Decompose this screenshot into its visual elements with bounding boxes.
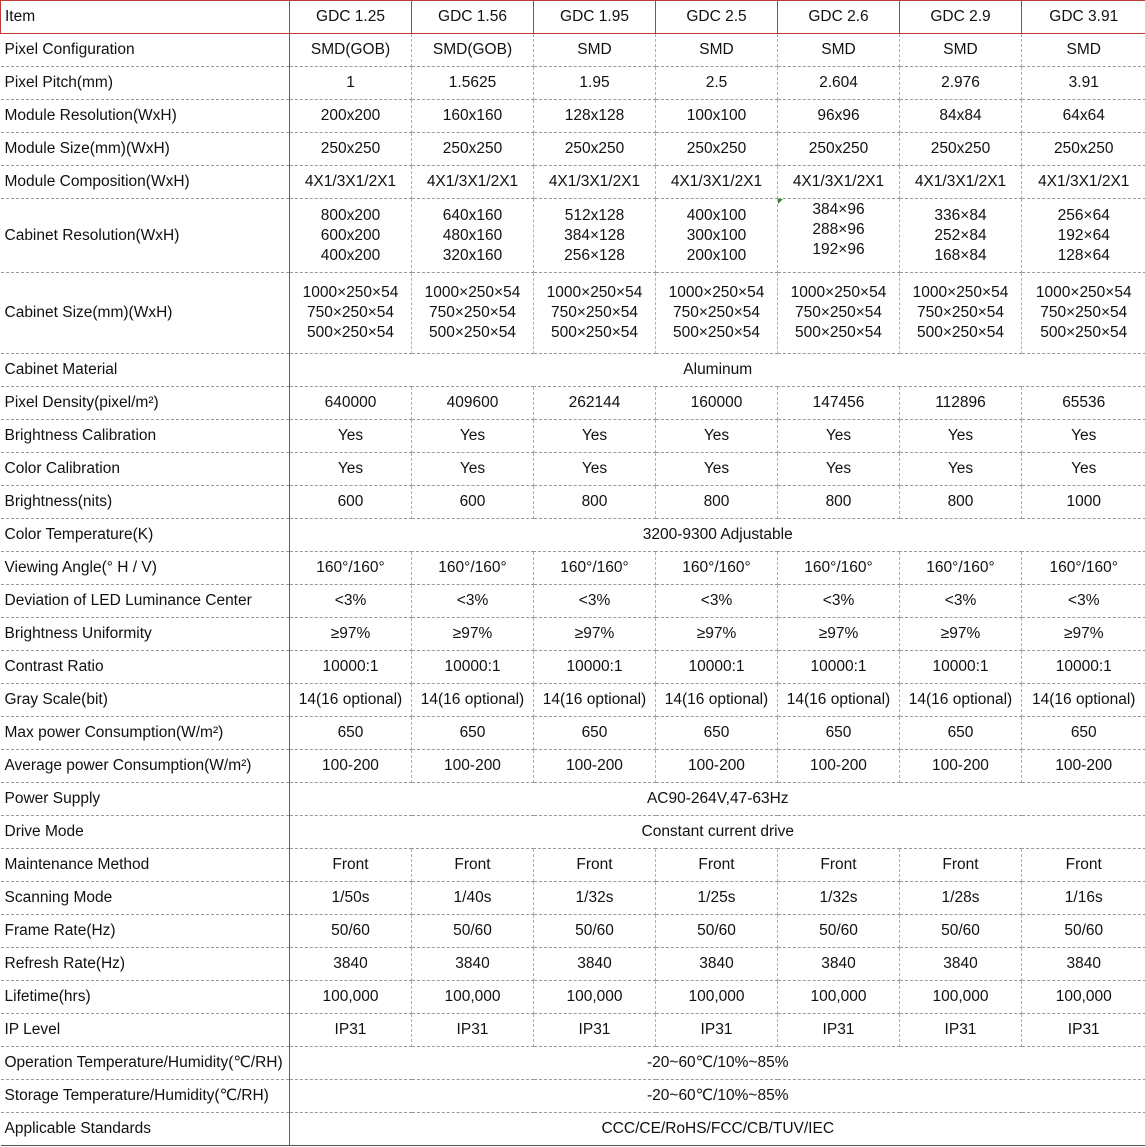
cell: Yes bbox=[656, 453, 778, 486]
cell: 409600 bbox=[412, 387, 534, 420]
cell: 3840 bbox=[534, 948, 656, 981]
row-average-power bbox=[1, 750, 1145, 783]
cell-line: 320x160 bbox=[442, 246, 503, 264]
cell: 4X1/3X1/2X1 bbox=[534, 166, 656, 199]
cell: ≥97% bbox=[534, 618, 656, 651]
cell: 14(16 optional) bbox=[656, 684, 778, 717]
row-luminance-deviation bbox=[1, 585, 1145, 618]
cell bbox=[900, 273, 1022, 354]
row-label: Color Temperature(K) bbox=[1, 519, 290, 552]
cell: ≥97% bbox=[900, 618, 1022, 651]
cell: 10000:1 bbox=[900, 651, 1022, 684]
cell: 2.604 bbox=[778, 67, 900, 100]
cell: IP31 bbox=[900, 1014, 1022, 1047]
cell: 14(16 optional) bbox=[412, 684, 534, 717]
cell-line: 1000×250×54 bbox=[668, 284, 765, 301]
cell: 50/60 bbox=[1022, 915, 1145, 948]
row-label: Maintenance Method bbox=[1, 849, 290, 882]
row-contrast-ratio bbox=[1, 651, 1145, 684]
cell bbox=[534, 273, 656, 354]
row-label: Cabinet Material bbox=[1, 354, 290, 387]
cell: ≥97% bbox=[412, 618, 534, 651]
cell-line: 750×250×54 bbox=[1040, 304, 1128, 321]
row-label: Brightness Calibration bbox=[1, 420, 290, 453]
cell: 650 bbox=[290, 717, 412, 750]
cell-line: 640x160 bbox=[442, 206, 503, 224]
cell bbox=[1022, 199, 1145, 273]
cell-line: 750×250×54 bbox=[428, 304, 517, 321]
cell: 14(16 optional) bbox=[778, 684, 900, 717]
row-label: Module Size(mm)(WxH) bbox=[1, 133, 290, 166]
merged-cell: CCC/CE/RoHS/FCC/CB/TUV/IEC bbox=[290, 1113, 1145, 1146]
row-label: IP Level bbox=[1, 1014, 290, 1047]
header-row bbox=[1, 1, 1145, 34]
cell: 1/28s bbox=[900, 882, 1022, 915]
row-frame-rate bbox=[1, 915, 1145, 948]
row-module-resolution bbox=[1, 100, 1145, 133]
cell-line: 1000×250×54 bbox=[424, 284, 521, 301]
cell-marker-icon bbox=[778, 199, 783, 204]
merged-cell: AC90-264V,47-63Hz bbox=[290, 783, 1145, 816]
cell-line: 800x200 bbox=[320, 206, 381, 224]
cell bbox=[412, 199, 534, 273]
cell: 2.5 bbox=[656, 67, 778, 100]
cell: 50/60 bbox=[656, 915, 778, 948]
row-label: Module Composition(WxH) bbox=[1, 166, 290, 199]
cell-line: 252×84 bbox=[934, 226, 987, 244]
cell: 50/60 bbox=[900, 915, 1022, 948]
cell: 3840 bbox=[290, 948, 412, 981]
cell: 650 bbox=[412, 717, 534, 750]
cell-line: 200x100 bbox=[686, 246, 747, 264]
cell: 50/60 bbox=[290, 915, 412, 948]
cell: Front bbox=[778, 849, 900, 882]
row-drive-mode bbox=[1, 816, 1145, 849]
cell bbox=[290, 199, 412, 273]
row-label: Drive Mode bbox=[1, 816, 290, 849]
cell: 4X1/3X1/2X1 bbox=[778, 166, 900, 199]
row-cabinet-material bbox=[1, 354, 1145, 387]
cell: 100-200 bbox=[412, 750, 534, 783]
cell: 10000:1 bbox=[1022, 651, 1145, 684]
cell: <3% bbox=[290, 585, 412, 618]
cell-line: 500×250×54 bbox=[1040, 324, 1128, 341]
cell: 1 bbox=[290, 67, 412, 100]
cell-line: 500×250×54 bbox=[794, 324, 883, 341]
row-label: Refresh Rate(Hz) bbox=[1, 948, 290, 981]
cell: IP31 bbox=[656, 1014, 778, 1047]
cell: 250x250 bbox=[412, 133, 534, 166]
row-label: Module Resolution(WxH) bbox=[1, 100, 290, 133]
cell-line: 400x100 bbox=[686, 206, 747, 224]
cell: 100-200 bbox=[534, 750, 656, 783]
cell: 250x250 bbox=[1022, 133, 1145, 166]
cell: 160x160 bbox=[412, 100, 534, 133]
cell bbox=[656, 199, 778, 273]
cell: 650 bbox=[656, 717, 778, 750]
row-maintenance-method bbox=[1, 849, 1145, 882]
header-item-cell: Item bbox=[1, 1, 290, 34]
cell: 100-200 bbox=[900, 750, 1022, 783]
cell: IP31 bbox=[1022, 1014, 1145, 1047]
row-pixel-pitch bbox=[1, 67, 1145, 100]
cell-line: 168×84 bbox=[934, 246, 987, 264]
cell: Yes bbox=[290, 453, 412, 486]
header-model-gdc-2-6: GDC 2.6 bbox=[778, 1, 900, 34]
cell: IP31 bbox=[778, 1014, 900, 1047]
row-module-size bbox=[1, 133, 1145, 166]
cell: Yes bbox=[412, 453, 534, 486]
cell: Yes bbox=[290, 420, 412, 453]
row-color-temperature bbox=[1, 519, 1145, 552]
row-label: Viewing Angle(° H / V) bbox=[1, 552, 290, 585]
cell: Yes bbox=[412, 420, 534, 453]
cell: 1/25s bbox=[656, 882, 778, 915]
cell-line: 336×84 bbox=[934, 206, 987, 224]
cell: 4X1/3X1/2X1 bbox=[1022, 166, 1145, 199]
cell: IP31 bbox=[534, 1014, 656, 1047]
cell: 650 bbox=[900, 717, 1022, 750]
row-label: Frame Rate(Hz) bbox=[1, 915, 290, 948]
cell: 4X1/3X1/2X1 bbox=[900, 166, 1022, 199]
cell: 84x84 bbox=[900, 100, 1022, 133]
cell: 3840 bbox=[412, 948, 534, 981]
cell: 3840 bbox=[778, 948, 900, 981]
cell: Yes bbox=[534, 420, 656, 453]
merged-cell: 3200-9300 Adjustable bbox=[290, 519, 1145, 552]
cell: 100,000 bbox=[656, 981, 778, 1014]
cell: 50/60 bbox=[778, 915, 900, 948]
cell: Yes bbox=[1022, 453, 1145, 486]
cell: 96x96 bbox=[778, 100, 900, 133]
cell: 800 bbox=[534, 486, 656, 519]
cell-line: 288×96 bbox=[812, 221, 865, 238]
cell-line: 480x160 bbox=[442, 226, 503, 244]
cell: 14(16 optional) bbox=[534, 684, 656, 717]
cell: Front bbox=[900, 849, 1022, 882]
row-label: Scanning Mode bbox=[1, 882, 290, 915]
row-gray-scale bbox=[1, 684, 1145, 717]
cell-line: 750×250×54 bbox=[672, 304, 761, 321]
row-brightness-calibration bbox=[1, 420, 1145, 453]
cell: 100-200 bbox=[778, 750, 900, 783]
cell: ≥97% bbox=[656, 618, 778, 651]
row-label: Lifetime(hrs) bbox=[1, 981, 290, 1014]
cell: SMD bbox=[534, 34, 656, 67]
row-cabinet-size bbox=[1, 273, 1145, 354]
cell: 650 bbox=[778, 717, 900, 750]
cell: 650 bbox=[1022, 717, 1145, 750]
merged-cell: -20~60℃/10%~85% bbox=[290, 1080, 1145, 1113]
row-label: Color Calibration bbox=[1, 453, 290, 486]
row-scanning-mode bbox=[1, 882, 1145, 915]
row-label: Operation Temperature/Humidity(℃/RH) bbox=[1, 1047, 290, 1080]
cell: 640000 bbox=[290, 387, 412, 420]
cell: 10000:1 bbox=[656, 651, 778, 684]
cell: 2.976 bbox=[900, 67, 1022, 100]
cell: 1/50s bbox=[290, 882, 412, 915]
row-label: Brightness(nits) bbox=[1, 486, 290, 519]
row-pixel-density bbox=[1, 387, 1145, 420]
cell: 250x250 bbox=[778, 133, 900, 166]
cell-line: 256×128 bbox=[564, 246, 625, 264]
cell: 600 bbox=[412, 486, 534, 519]
cell: ≥97% bbox=[290, 618, 412, 651]
cell: 160°/160° bbox=[778, 552, 900, 585]
merged-cell: Constant current drive bbox=[290, 816, 1145, 849]
cell-line: 192×96 bbox=[812, 241, 865, 258]
cell: 3840 bbox=[1022, 948, 1145, 981]
cell bbox=[778, 273, 900, 354]
row-viewing-angle bbox=[1, 552, 1145, 585]
row-label: Power Supply bbox=[1, 783, 290, 816]
row-pixel-configuration bbox=[1, 34, 1145, 67]
cell: 800 bbox=[656, 486, 778, 519]
cell: 10000:1 bbox=[412, 651, 534, 684]
cell: Yes bbox=[656, 420, 778, 453]
cell-line: 500×250×54 bbox=[306, 324, 395, 341]
cell: 100x100 bbox=[656, 100, 778, 133]
cell-line: 384×96 bbox=[812, 201, 865, 218]
cell bbox=[1022, 273, 1145, 354]
row-label: Storage Temperature/Humidity(℃/RH) bbox=[1, 1080, 290, 1113]
row-label: Cabinet Size(mm)(WxH) bbox=[1, 273, 290, 354]
row-module-composition bbox=[1, 166, 1145, 199]
cell: 200x200 bbox=[290, 100, 412, 133]
row-color-calibration bbox=[1, 453, 1145, 486]
cell: 250x250 bbox=[900, 133, 1022, 166]
cell: IP31 bbox=[412, 1014, 534, 1047]
cell: 100,000 bbox=[534, 981, 656, 1014]
cell: SMD(GOB) bbox=[290, 34, 412, 67]
row-brightness-uniformity bbox=[1, 618, 1145, 651]
cell bbox=[900, 199, 1022, 273]
row-cabinet-resolution bbox=[1, 199, 1145, 273]
cell-line: 1000×250×54 bbox=[1035, 284, 1132, 301]
cell: 250x250 bbox=[656, 133, 778, 166]
cell: 100,000 bbox=[900, 981, 1022, 1014]
cell: 160°/160° bbox=[534, 552, 656, 585]
cell: 800 bbox=[778, 486, 900, 519]
cell: <3% bbox=[1022, 585, 1145, 618]
cell-line: 500×250×54 bbox=[916, 324, 1005, 341]
cell-line: 192×64 bbox=[1057, 226, 1110, 244]
row-label: Applicable Standards bbox=[1, 1113, 290, 1146]
cell-line: 256×64 bbox=[1057, 206, 1110, 224]
cell: 1/40s bbox=[412, 882, 534, 915]
cell: 100,000 bbox=[778, 981, 900, 1014]
cell: 3840 bbox=[656, 948, 778, 981]
cell: 128x128 bbox=[534, 100, 656, 133]
cell: 3.91 bbox=[1022, 67, 1145, 100]
cell: 64x64 bbox=[1022, 100, 1145, 133]
cell: 160°/160° bbox=[656, 552, 778, 585]
cell-line: 500×250×54 bbox=[428, 324, 517, 341]
cell: 100,000 bbox=[1022, 981, 1145, 1014]
row-label: Deviation of LED Luminance Center bbox=[1, 585, 290, 618]
row-lifetime bbox=[1, 981, 1145, 1014]
merged-cell: Aluminum bbox=[290, 354, 1145, 387]
cell bbox=[412, 273, 534, 354]
row-label: Gray Scale(bit) bbox=[1, 684, 290, 717]
cell bbox=[778, 199, 900, 273]
cell: 600 bbox=[290, 486, 412, 519]
row-refresh-rate bbox=[1, 948, 1145, 981]
row-label: Pixel Density(pixel/m²) bbox=[1, 387, 290, 420]
cell: Yes bbox=[900, 453, 1022, 486]
cell: 1000 bbox=[1022, 486, 1145, 519]
cell: 160°/160° bbox=[290, 552, 412, 585]
cell: 4X1/3X1/2X1 bbox=[412, 166, 534, 199]
cell: 1.95 bbox=[534, 67, 656, 100]
cell-line: 400x200 bbox=[320, 246, 381, 264]
cell-line: 1000×250×54 bbox=[912, 284, 1009, 301]
cell: Yes bbox=[778, 453, 900, 486]
cell: Front bbox=[1022, 849, 1145, 882]
cell: 14(16 optional) bbox=[900, 684, 1022, 717]
row-label: Pixel Configuration bbox=[1, 34, 290, 67]
cell: Yes bbox=[534, 453, 656, 486]
cell: 100,000 bbox=[290, 981, 412, 1014]
cell: Yes bbox=[1022, 420, 1145, 453]
cell: <3% bbox=[534, 585, 656, 618]
cell: 112896 bbox=[900, 387, 1022, 420]
cell: SMD bbox=[656, 34, 778, 67]
cell-line: 600x200 bbox=[320, 226, 381, 244]
cell: SMD bbox=[1022, 34, 1145, 67]
cell bbox=[290, 273, 412, 354]
cell-line: 1000×250×54 bbox=[302, 284, 399, 301]
cell: 160°/160° bbox=[412, 552, 534, 585]
cell: 50/60 bbox=[412, 915, 534, 948]
cell: Front bbox=[656, 849, 778, 882]
cell: Front bbox=[412, 849, 534, 882]
cell-line: 128×64 bbox=[1057, 246, 1110, 264]
cell: 262144 bbox=[534, 387, 656, 420]
row-max-power bbox=[1, 717, 1145, 750]
cell-line: 1000×250×54 bbox=[790, 284, 887, 301]
cell bbox=[656, 273, 778, 354]
cell bbox=[534, 199, 656, 273]
row-brightness bbox=[1, 486, 1145, 519]
cell: 1.5625 bbox=[412, 67, 534, 100]
cell: 100-200 bbox=[1022, 750, 1145, 783]
cell: 10000:1 bbox=[778, 651, 900, 684]
row-applicable-standards bbox=[1, 1113, 1145, 1146]
cell: 650 bbox=[534, 717, 656, 750]
row-power-supply bbox=[1, 783, 1145, 816]
cell: Front bbox=[534, 849, 656, 882]
header-model-gdc-1-25: GDC 1.25 bbox=[290, 1, 412, 34]
cell: IP31 bbox=[290, 1014, 412, 1047]
cell-line: 300x100 bbox=[686, 226, 747, 244]
cell: 4X1/3X1/2X1 bbox=[290, 166, 412, 199]
cell: 800 bbox=[900, 486, 1022, 519]
cell: <3% bbox=[656, 585, 778, 618]
header-model-gdc-2-5: GDC 2.5 bbox=[656, 1, 778, 34]
row-label: Brightness Uniformity bbox=[1, 618, 290, 651]
cell: SMD bbox=[778, 34, 900, 67]
merged-cell: -20~60℃/10%~85% bbox=[290, 1047, 1145, 1080]
cell: 14(16 optional) bbox=[290, 684, 412, 717]
cell-line: 1000×250×54 bbox=[546, 284, 643, 301]
header-model-gdc-1-56: GDC 1.56 bbox=[412, 1, 534, 34]
row-label: Max power Consumption(W/m²) bbox=[1, 717, 290, 750]
cell: 1/16s bbox=[1022, 882, 1145, 915]
row-label: Contrast Ratio bbox=[1, 651, 290, 684]
cell: 147456 bbox=[778, 387, 900, 420]
header-model-gdc-3-91: GDC 3.91 bbox=[1022, 1, 1145, 34]
cell: 4X1/3X1/2X1 bbox=[656, 166, 778, 199]
cell: ≥97% bbox=[1022, 618, 1145, 651]
row-label: Pixel Pitch(mm) bbox=[1, 67, 290, 100]
row-ip-level bbox=[1, 1014, 1145, 1047]
cell: 14(16 optional) bbox=[1022, 684, 1145, 717]
cell: 10000:1 bbox=[290, 651, 412, 684]
header-model-gdc-1-95: GDC 1.95 bbox=[534, 1, 656, 34]
cell: 50/60 bbox=[534, 915, 656, 948]
cell-line: 500×250×54 bbox=[550, 324, 639, 341]
cell: 160000 bbox=[656, 387, 778, 420]
cell: 100-200 bbox=[290, 750, 412, 783]
row-label: Cabinet Resolution(WxH) bbox=[1, 199, 290, 273]
cell: 1/32s bbox=[534, 882, 656, 915]
cell: 10000:1 bbox=[534, 651, 656, 684]
cell: Yes bbox=[900, 420, 1022, 453]
cell: 1/32s bbox=[778, 882, 900, 915]
cell: SMD(GOB) bbox=[412, 34, 534, 67]
cell: Front bbox=[290, 849, 412, 882]
cell: ≥97% bbox=[778, 618, 900, 651]
cell: 100,000 bbox=[412, 981, 534, 1014]
cell: SMD bbox=[900, 34, 1022, 67]
cell: 65536 bbox=[1022, 387, 1145, 420]
cell-line: 512x128 bbox=[564, 206, 625, 224]
cell-line: 750×250×54 bbox=[794, 304, 883, 321]
row-operation-temperature bbox=[1, 1047, 1145, 1080]
cell: 100-200 bbox=[656, 750, 778, 783]
header-model-gdc-2-9: GDC 2.9 bbox=[900, 1, 1022, 34]
cell: <3% bbox=[412, 585, 534, 618]
cell-line: 384×128 bbox=[564, 226, 625, 244]
cell-line: 750×250×54 bbox=[916, 304, 1005, 321]
cell-line: 750×250×54 bbox=[550, 304, 639, 321]
cell: <3% bbox=[778, 585, 900, 618]
row-label: Average power Consumption(W/m²) bbox=[1, 750, 290, 783]
cell-line: 750×250×54 bbox=[306, 304, 395, 321]
cell-line: 500×250×54 bbox=[672, 324, 761, 341]
cell: <3% bbox=[900, 585, 1022, 618]
cell: 250x250 bbox=[534, 133, 656, 166]
row-storage-temperature bbox=[1, 1080, 1145, 1113]
cell: 160°/160° bbox=[1022, 552, 1145, 585]
cell: Yes bbox=[778, 420, 900, 453]
cell: 3840 bbox=[900, 948, 1022, 981]
cell: 250x250 bbox=[290, 133, 412, 166]
cell: 160°/160° bbox=[900, 552, 1022, 585]
